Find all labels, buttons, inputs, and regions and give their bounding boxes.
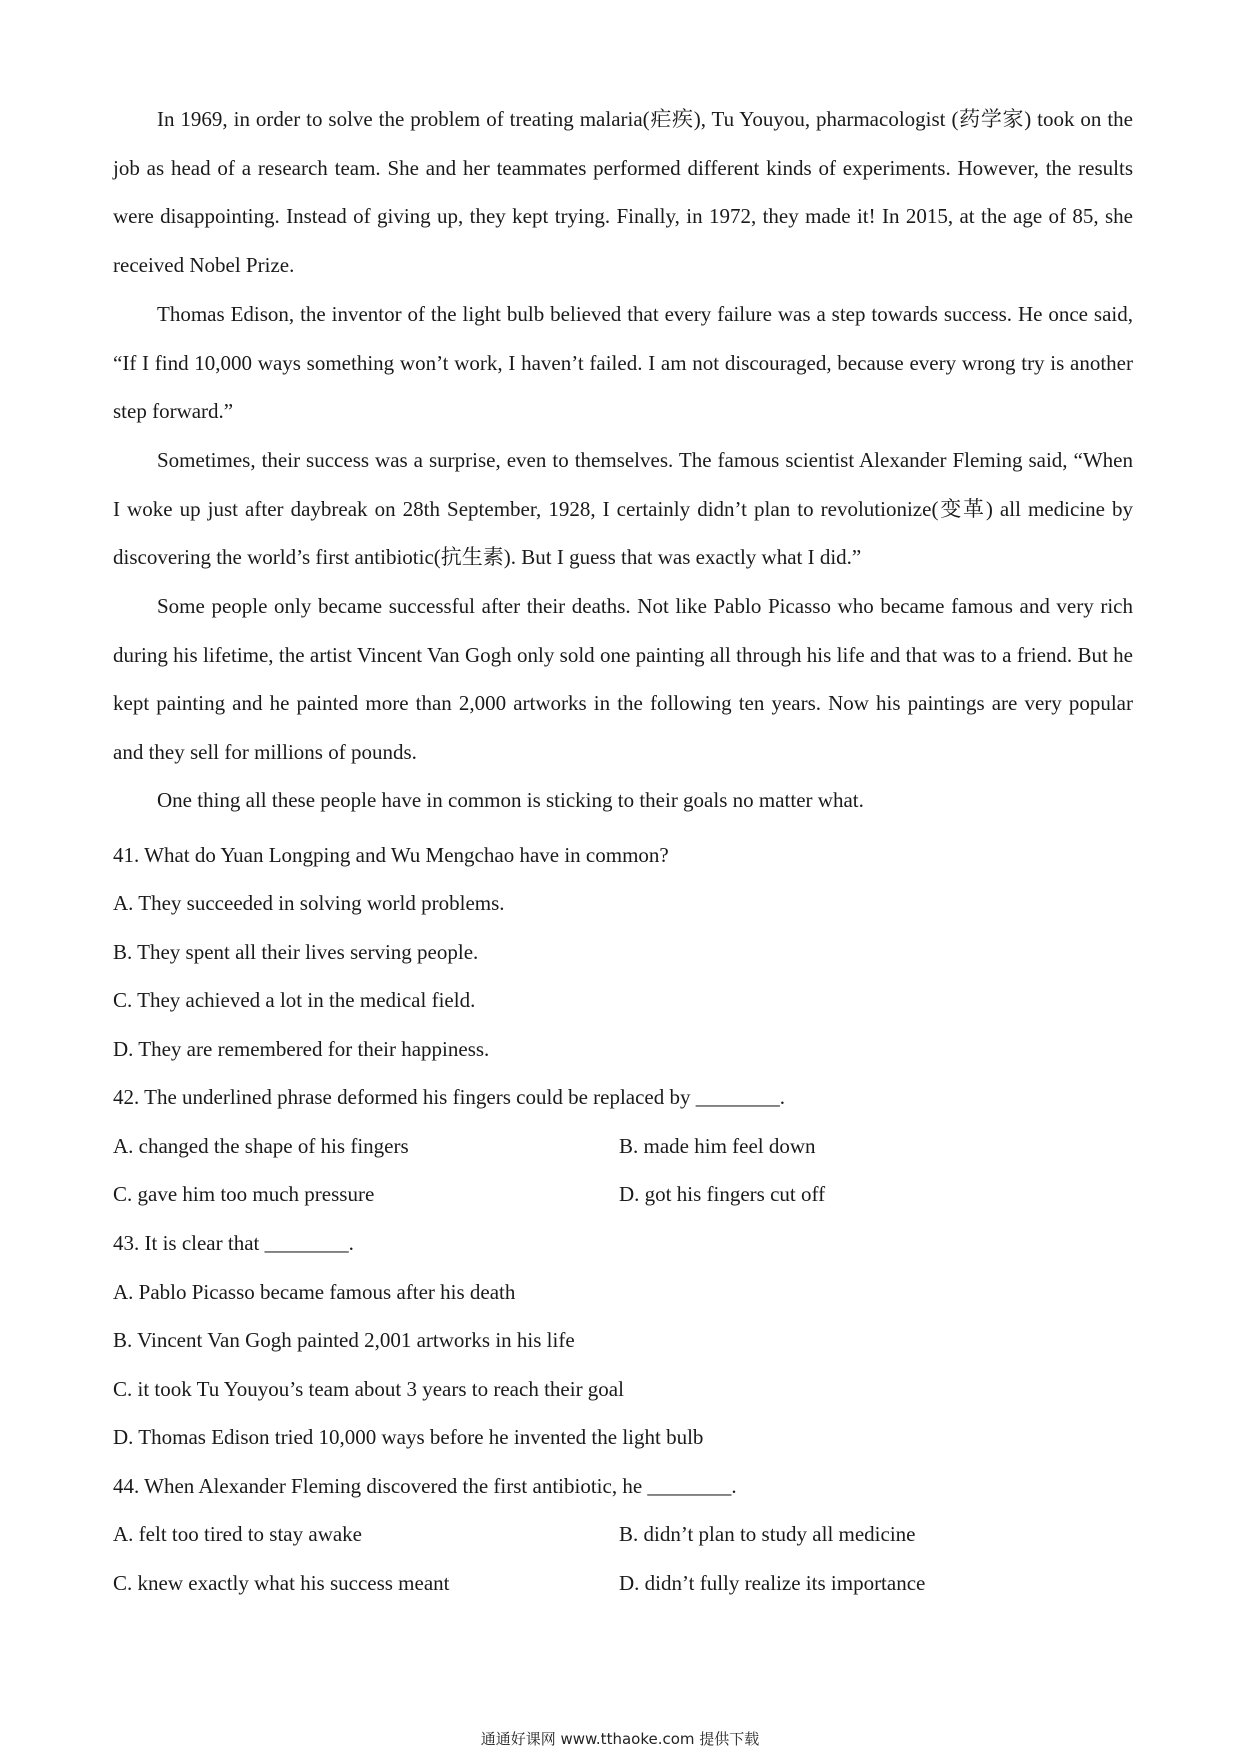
question-41-option-d: D. They are remembered for their happiness. xyxy=(113,1037,490,1061)
question-41-stem: 41. What do Yuan Longping and Wu Mengchao have in common? xyxy=(113,843,669,867)
question-42-option-d: D. got his fingers cut off xyxy=(619,1182,826,1206)
question-41-option-b: B. They spent all their lives serving people. xyxy=(113,940,479,964)
paragraph-van-gogh: Some people only became successful after their deaths. Not like Pablo Picasso who became famous and very rich during his lifetime, the artist Vincent Van Gogh only sold one painting all through his life and that was to a friend. But he kept painting and he painted more than 2,000 artworks in the following ten years. Now his paintings are very popular and they sell for millions of pounds. xyxy=(113,594,1133,765)
question-41-option-c: C. They achieved a lot in the medical field. xyxy=(113,988,476,1012)
question-42-stem: 42. The underlined phrase deformed his fingers could be replaced by ________. xyxy=(113,1085,785,1109)
paragraph-fleming: Sometimes, their success was a surprise, even to themselves. The famous scientist Alexander Fleming said, “When I woke up just after daybreak on 28th September, 1928, I certainly didn’t plan to revolutionize(变革) all medicine by discovering the world’s first antibiotic(抗生素). But I guess that was exactly what I did.” xyxy=(113,448,1133,570)
question-43-option-c: C. it took Tu Youyou’s team about 3 years to reach their goal xyxy=(113,1377,624,1401)
question-44-option-d: D. didn’t fully realize its importance xyxy=(619,1571,926,1595)
question-42-option-b: B. made him feel down xyxy=(619,1134,816,1158)
question-44-stem: 44. When Alexander Fleming discovered the first antibiotic, he ________. xyxy=(113,1474,737,1498)
question-41-option-a: A. They succeeded in solving world problems. xyxy=(113,891,505,915)
question-42-option-c: C. gave him too much pressure xyxy=(113,1182,375,1206)
question-44-option-c: C. knew exactly what his success meant xyxy=(113,1571,450,1595)
question-43-option-b: B. Vincent Van Gogh painted 2,001 artworks in his life xyxy=(113,1328,575,1352)
paragraph-edison: Thomas Edison, the inventor of the light bulb believed that every failure was a step towards success. He once said, “If I find 10,000 ways something won’t work, I haven’t failed. I am not discouraged, because every wrong try is another step forward.” xyxy=(113,302,1133,424)
question-43-stem: 43. It is clear that ________. xyxy=(113,1231,354,1255)
question-43-option-a: A. Pablo Picasso became famous after his death xyxy=(113,1280,516,1304)
paragraph-conclusion: One thing all these people have in common is sticking to their goals no matter what. xyxy=(157,788,864,812)
question-44-option-a: A. felt too tired to stay awake xyxy=(113,1522,363,1546)
paragraph-tu-youyou: In 1969, in order to solve the problem of treating malaria(疟疾), Tu Youyou, pharmacologist (药学家) took on the job as head of a research team. She and her teammates performed different kinds of experiments. However, the results were disappointing. Instead of giving up, they kept trying. Finally, in 1972, they made it! In 2015, at the age of 85, she received Nobel Prize. xyxy=(113,107,1133,278)
page-footer: 通通好课网 www.tthaoke.com 提供下载 xyxy=(480,1730,760,1748)
question-43-option-d: D. Thomas Edison tried 10,000 ways before he invented the light bulb xyxy=(113,1425,704,1449)
question-44-option-b: B. didn’t plan to study all medicine xyxy=(619,1522,916,1546)
question-42-option-a: A. changed the shape of his fingers xyxy=(113,1134,409,1158)
